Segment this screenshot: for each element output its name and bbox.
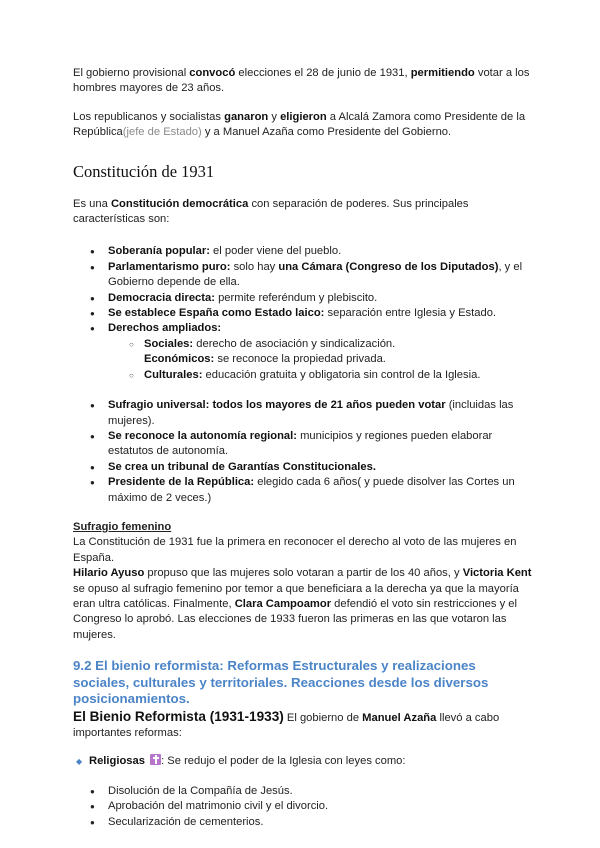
characteristics-list-2 [108,398,533,506]
section-heading-9-2: 9.2 El bienio reformista: Reformas Estructurales y realizaciones sociales, culturales y territoriales. Reacciones desde los diversos posicionamientos. [73,658,489,707]
bold-text: Soberanía popular: [108,245,210,258]
text-run: El gobierno de [283,711,363,724]
bold-text: Parlamentarismo puro: [108,260,231,273]
list-item: ● Secularización de cementerios. [108,815,533,830]
bienio-title: El Bienio Reformista (1931-1933) [73,708,284,724]
text-run: se opuso al sufragio femenino por temor a que beneficiara a la derecha ya que la mayoría eran ultra católicas. Finalmente, [73,582,519,610]
bold-text: convocó [189,67,236,79]
text-run: permite referéndum y plebiscito. [214,291,378,304]
text-run: El gobierno provisional [73,67,190,79]
latin-cross-icon [150,754,161,765]
list-item [89,754,533,769]
bold-text: Se establece España como Estado laico: [108,307,325,320]
constitucion-intro [73,197,533,228]
list-item [144,352,533,367]
reformas-list [89,754,533,769]
section-title-constitucion: Constitución de 1931 [73,161,215,181]
text-run: separación entre Iglesia y Estado. [324,307,497,320]
list-item: ● Disolución de la Compañía de Jesús. [108,784,533,799]
sufragio-title [73,520,533,535]
intro-paragraph-2 [73,110,533,141]
bold-text: Se reconoce la autonomía regional: [108,429,297,442]
bold-text: Sociales: [144,337,194,350]
text-run: (incluidas las mujeres). [108,399,514,427]
bold-text: ganaron [224,110,269,123]
bold-text: Manuel Azaña [362,711,437,724]
text-run: Los republicanos y socialistas [73,110,225,123]
spacer [73,383,533,398]
text-run: : Se redujo el poder de la Iglesia con leyes como: [161,754,406,767]
list-item [108,398,533,429]
list-item [108,429,533,460]
list-item [144,368,533,383]
list-item [108,306,533,321]
text-run: municipios y regiones pueden elaborar estatutos de autonomía. [108,429,493,458]
text-run: con separación de poderes. Sus principales características son: [73,197,469,226]
text-run: , y el Gobierno depende de ella. [108,260,523,289]
text-run: y [268,110,281,123]
text-run: el poder viene del pueblo. [209,245,342,258]
bold-text: Derechos ampliados: [108,322,222,335]
bold-text: eligieron [280,110,327,123]
text-run: y a Manuel Azaña como Presidente del Gobierno. [201,126,452,139]
bold-text: permitiendo [410,67,475,79]
bold-text: Presidente de la República: [108,476,255,489]
characteristics-list [108,244,533,383]
text-run: elecciones el 28 de junio de 1931, [235,67,411,79]
text-run: educación gratuita y obligatoria sin control de la Iglesia. [202,368,481,381]
bold-text: Se crea un tribunal de Garantías Constitucionales. [108,460,376,473]
list-item [108,291,533,306]
text-run: llevó a cabo importantes reformas: [73,711,500,740]
bold-text: Culturales: [144,368,203,381]
bold-text: Sufragio universal: todos los mayores de 21 años pueden votar [108,399,446,412]
bold-text: Económicos: [144,353,215,366]
bold-text: Clara Campoamor [234,597,332,610]
list-item [108,460,533,475]
bienio-intro [73,709,533,742]
list-item: ● Aprobación del matrimonio civil y el divorcio. [108,799,533,814]
text-run: elegido cada 6 años( y puede disolver las Cortes un máximo de 2 veces.) [108,476,515,504]
text-run: solo hay [230,260,279,273]
bold-text: Religiosas [89,754,145,767]
sufragio-paragraph-1: La Constitución de 1931 fue la primera en reconocer el derecho al voto de las mujeres en España. [73,536,517,564]
list-item [108,321,533,383]
text-run: defendió el voto sin restricciones y el Congreso lo aprobó. Las elecciones de 1933 fueron las primeras en las que votaron las mujeres. [73,597,517,641]
list-item [108,260,533,291]
intro-paragraph-1 [73,66,533,97]
text-run: se reconoce la propiedad privada. [214,353,386,366]
bold-text: una Cámara (Congreso de los Diputados) [278,260,499,273]
bold-text: Victoria Kent [462,567,532,580]
text-run: votar a los hombres mayores de 23 años. [73,67,530,95]
list-item [108,475,533,506]
text-run: Es una [73,197,111,210]
religiosas-list [108,784,533,830]
text-run: derecho de asociación y sindicalización. [193,337,396,350]
document-page [73,66,533,830]
bold-text: Constitución democrática [110,197,249,210]
underlined-title: Sufragio femenino [73,520,172,533]
sufragio-paragraph-2 [73,566,533,643]
text-run: a Alcalá Zamora como Presidente de la República [73,110,526,139]
list-item [144,337,533,352]
list-item [108,244,533,259]
text-run: propuso que las mujeres solo votaran a partir de los 40 años, y [144,567,463,580]
grey-note: (jefe de Estado) [122,126,202,139]
bold-text: Hilario Ayuso [73,567,145,580]
bold-text: Democracia directa: [108,291,215,304]
derechos-list [144,337,533,383]
